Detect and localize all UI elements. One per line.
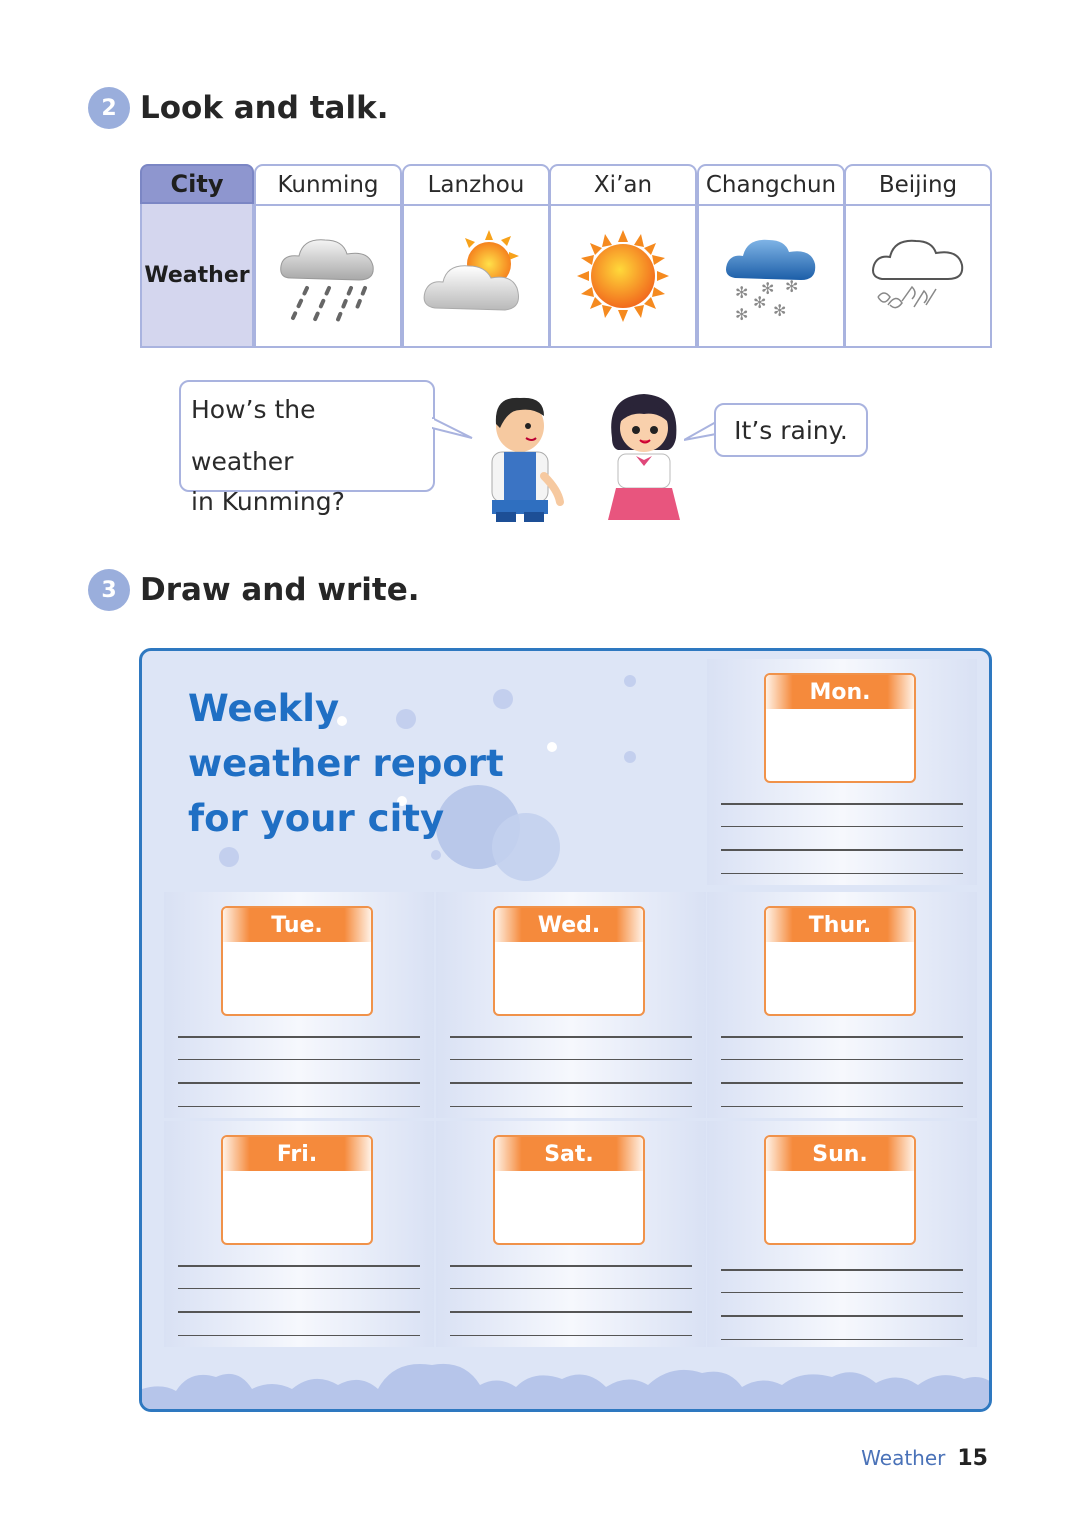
report-title <box>188 681 504 846</box>
day-panel-thur <box>707 892 977 1118</box>
section-number-badge: 3 <box>88 569 130 611</box>
boy-character <box>470 386 570 522</box>
weather-cell-beijing <box>844 204 992 348</box>
writing-line <box>450 1311 692 1313</box>
weather-cell-changchun <box>697 204 845 348</box>
answer-speech-bubble: It’s rainy. <box>714 403 868 457</box>
weather-cell-kunming <box>254 204 402 348</box>
writing-line <box>721 873 963 874</box>
writing-line <box>178 1335 420 1336</box>
writing-line <box>721 1082 963 1084</box>
unit-label: Weather <box>861 1446 946 1470</box>
writing-line <box>450 1036 692 1038</box>
report-title-line-3: for your city <box>188 797 445 840</box>
sun-icon <box>575 228 671 324</box>
day-label: Mon. <box>766 675 914 709</box>
writing-line <box>450 1082 692 1084</box>
drawing-box[interactable] <box>764 906 916 1016</box>
svg-text:✻: ✻ <box>761 279 775 298</box>
writing-line <box>450 1059 692 1060</box>
day-label: Thur. <box>766 908 914 942</box>
writing-line <box>721 803 963 805</box>
drawing-box[interactable] <box>764 673 916 783</box>
weather-cell-lanzhou <box>402 204 550 348</box>
city-name-beijing: Beijing <box>844 164 992 204</box>
svg-text:✻: ✻ <box>735 283 749 302</box>
day-panel-sat <box>436 1121 706 1347</box>
writing-line <box>721 826 963 827</box>
writing-line <box>721 1292 963 1293</box>
city-header: City <box>140 164 254 204</box>
drawing-box[interactable] <box>493 906 645 1016</box>
cloud-border <box>142 1349 992 1409</box>
question-line-2: in Kunming? <box>191 487 345 516</box>
svg-text:✻: ✻ <box>785 277 799 296</box>
writing-line <box>178 1059 420 1060</box>
page-footer <box>861 1446 988 1471</box>
writing-line <box>178 1036 420 1038</box>
bubble-pointer-right <box>684 418 718 444</box>
day-label: Wed. <box>495 908 643 942</box>
writing-line <box>721 1036 963 1038</box>
weekly-weather-report <box>139 648 992 1412</box>
writing-line <box>178 1106 420 1107</box>
sun-behind-cloud-icon <box>421 228 531 324</box>
rain-cloud-icon <box>273 226 383 326</box>
writing-line <box>721 849 963 851</box>
drawing-box[interactable] <box>221 1135 373 1245</box>
day-label: Sat. <box>495 1137 643 1171</box>
writing-line <box>178 1265 420 1267</box>
day-panel-mon <box>707 659 977 885</box>
city-name-kunming: Kunming <box>254 164 402 204</box>
writing-line <box>450 1106 692 1107</box>
windy-cloud-icon <box>868 231 968 321</box>
drawing-box[interactable] <box>493 1135 645 1245</box>
writing-line <box>721 1339 963 1340</box>
question-speech-bubble <box>179 380 435 516</box>
writing-line <box>721 1315 963 1317</box>
bubble-pointer <box>432 414 474 442</box>
writing-line <box>450 1288 692 1289</box>
day-label: Sun. <box>766 1137 914 1171</box>
day-panel-wed <box>436 892 706 1118</box>
city-name-xian: Xi’an <box>549 164 697 204</box>
day-panel-sun <box>707 1121 977 1347</box>
writing-line <box>178 1311 420 1313</box>
section-title: Draw and write. <box>140 572 420 608</box>
svg-text:✻: ✻ <box>735 305 749 324</box>
svg-text:✻: ✻ <box>753 293 767 312</box>
weather-header: Weather <box>140 204 254 348</box>
girl-character <box>598 386 688 522</box>
svg-text:✻: ✻ <box>773 301 787 320</box>
weather-cell-xian <box>549 204 697 348</box>
section-title: Look and talk. <box>140 90 389 126</box>
section-3-header <box>88 569 420 611</box>
day-panel-fri <box>164 1121 434 1347</box>
page-number: 15 <box>957 1446 988 1471</box>
day-panel-tue <box>164 892 434 1118</box>
drawing-box[interactable] <box>221 906 373 1016</box>
report-title-line-1: Weekly <box>188 687 340 730</box>
day-label: Fri. <box>223 1137 371 1171</box>
snow-cloud-icon <box>721 228 821 324</box>
weather-table <box>140 164 992 348</box>
city-name-changchun: Changchun <box>697 164 845 204</box>
writing-line <box>178 1082 420 1084</box>
report-title-line-2: weather report <box>188 742 504 785</box>
writing-line <box>721 1269 963 1271</box>
writing-line <box>178 1288 420 1289</box>
section-2-header <box>88 87 388 129</box>
writing-line <box>721 1106 963 1107</box>
writing-line <box>450 1265 692 1267</box>
drawing-box[interactable] <box>764 1135 916 1245</box>
writing-line <box>721 1059 963 1060</box>
section-number-badge: 2 <box>88 87 130 129</box>
city-name-lanzhou: Lanzhou <box>402 164 550 204</box>
day-label: Tue. <box>223 908 371 942</box>
writing-line <box>450 1335 692 1336</box>
question-line-1: How’s the weather <box>191 395 316 476</box>
